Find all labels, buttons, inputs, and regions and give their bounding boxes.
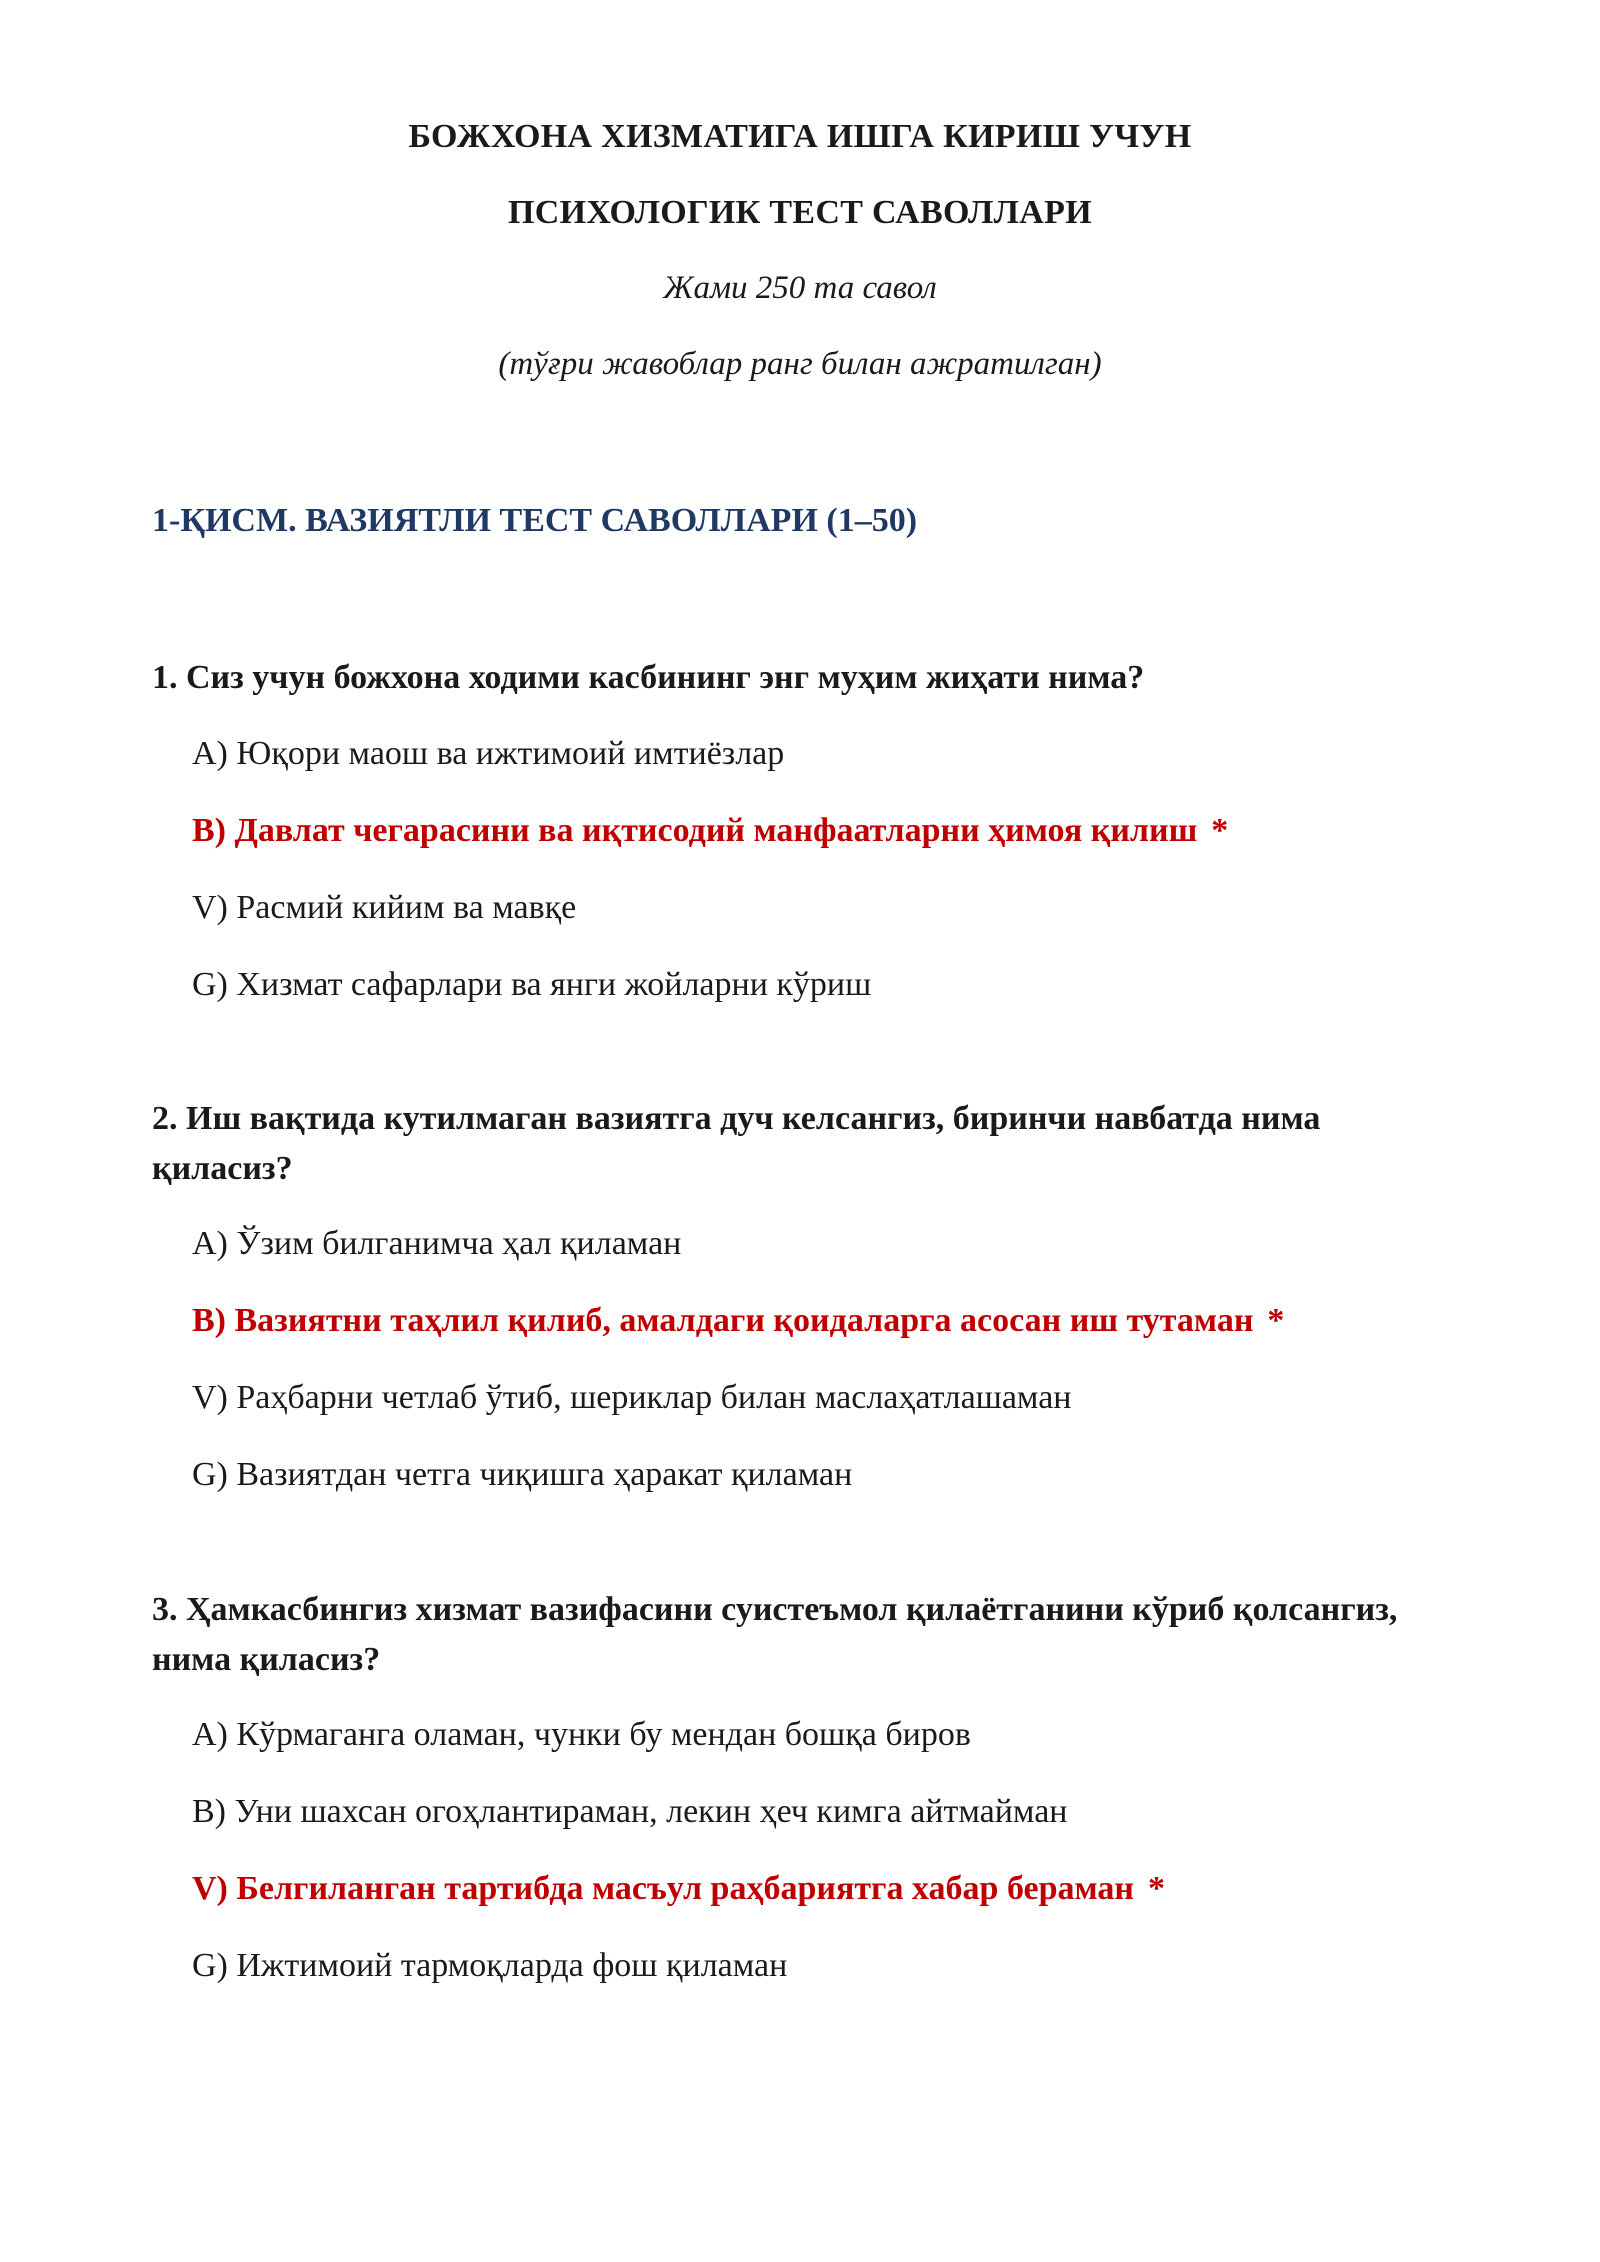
question-2-option-a: A) Ўзим билганимча ҳал қиламан xyxy=(192,1225,682,1262)
section-heading: 1-ҚИСМ. ВАЗИЯТЛИ ТЕСТ САВОЛЛАРИ (1–50) xyxy=(152,502,918,539)
document-title-line-1: БОЖХОНА ХИЗМАТИГА ИШГА КИРИШ УЧУН xyxy=(408,118,1192,155)
question-3-option-g: G) Ижтимоий тармоқларда фош қиламан xyxy=(192,1947,788,1984)
question-2-option-b-correct: B) Вазиятни таҳлил қилиб, амалдаги қоидаларга асосан иш тутаман * xyxy=(192,1302,1285,1339)
question-3-option-a: A) Кўрмаганга оламан, чунки бу мендан бошқа биров xyxy=(192,1716,971,1753)
question-2: 2. Иш вақтида кутилмаган вазиятга дуч келсангиз, биринчи навбатда нима қиласиз? xyxy=(152,1100,1321,1187)
question-1-option-b-correct: B) Давлат чегарасини ва иқтисодий манфаатларни ҳимоя қилиш * xyxy=(192,812,1229,849)
correct-mark: * xyxy=(1211,812,1229,849)
question-2-option-g: G) Вазиятдан четга чиқишга ҳаракат қиламан xyxy=(192,1456,853,1493)
question-1-option-v: V) Расмий кийим ва мавқе xyxy=(192,889,577,926)
question-total: Жами 250 та савол xyxy=(663,270,937,306)
answer-note: (тўғри жавоблар ранг билан ажратилган) xyxy=(498,346,1102,382)
correct-mark: * xyxy=(1148,1870,1166,1907)
question-1-option-a: A) Юқори маош ва ижтимоий имтиёзлар xyxy=(192,735,785,772)
document-title-line-2: ПСИХОЛОГИК ТЕСТ САВОЛЛАРИ xyxy=(508,194,1092,231)
question-3: 3. Ҳамкасбингиз хизмат вазифасини суистеъмол қилаётганини кўриб қолсангиз, нима қиласиз? xyxy=(152,1591,1398,1678)
question-3-option-b: B) Уни шахсан огоҳлантираман, лекин ҳеч кимга айтмайман xyxy=(192,1793,1068,1830)
correct-mark: * xyxy=(1267,1302,1285,1339)
question-3-option-v-correct: V) Белгиланган тартибда масъул раҳбариятга хабар бераман * xyxy=(192,1870,1166,1907)
question-1-option-g: G) Хизмат сафарлари ва янги жойларни кўриш xyxy=(192,966,872,1003)
question-1: 1. Сиз учун божхона ходими касбининг энг муҳим жиҳати нима? xyxy=(152,659,1145,696)
question-2-option-v: V) Раҳбарни четлаб ўтиб, шериклар билан маслаҳатлашаман xyxy=(192,1379,1072,1416)
